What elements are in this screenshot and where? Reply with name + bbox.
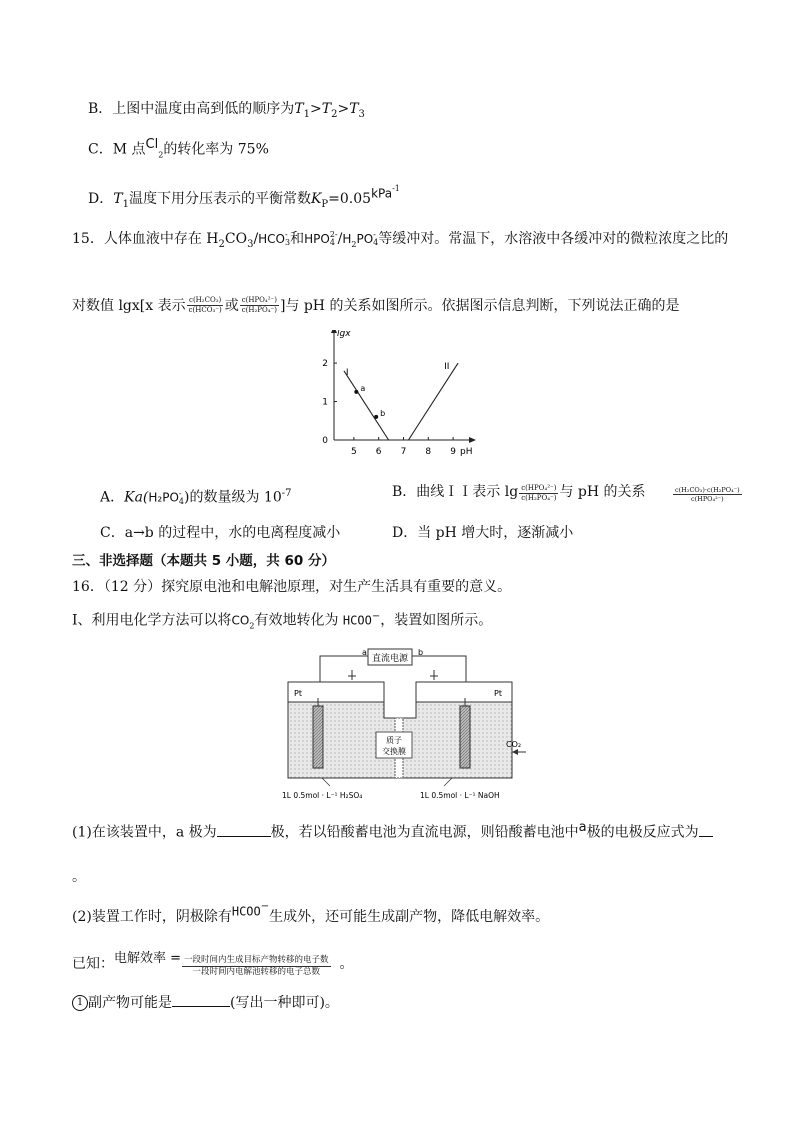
unit-sup: -1: [392, 184, 400, 193]
sub-text: (写出一种即可)。: [230, 995, 339, 1011]
slash: /: [337, 231, 343, 247]
lgx-ph-chart: [318, 330, 478, 460]
q16-q1: [72, 994, 339, 1012]
point-b: [374, 415, 378, 419]
option-label: D．: [392, 525, 418, 541]
point-a: [354, 390, 358, 394]
part-text: ，装置如图所示。: [380, 612, 493, 629]
option-text: )的数量级为 10: [184, 489, 282, 506]
sub: 2: [351, 239, 357, 249]
t-symbol: T: [113, 191, 123, 207]
y-tick-label: 2: [322, 359, 328, 370]
sub-text: 极，若以铅酸蓄电池为直流电源，则铅酸蓄电池中: [270, 824, 579, 841]
sup: -: [178, 488, 182, 498]
x-tick-label: 6: [375, 447, 382, 457]
sup: 2-: [329, 230, 338, 239]
fraction-num: c(H₂CO₃)·c(H₂PO₄⁻): [675, 486, 740, 494]
electrolysis-apparatus-diagram: [282, 648, 532, 803]
option-label: C．: [100, 525, 125, 541]
option-label: B．曲线ＩＩ表示 lg: [392, 484, 519, 500]
answer-blank-2[interactable]: [699, 824, 713, 837]
t2-symbol: T: [321, 101, 332, 117]
unit: kPa: [371, 186, 393, 201]
efficiency-fraction: [182, 955, 331, 978]
hcoo-formula: HCOO: [231, 904, 261, 919]
k-value: =0.05: [328, 191, 372, 207]
co2-formula: CO: [231, 613, 250, 628]
stem-text: ]与 pH 的关系如图所示。依据图示信息判断，下列说法正确的是: [279, 298, 680, 314]
option-text: 温度下用分压表示的平衡常数: [128, 191, 311, 207]
side-fraction: [673, 486, 742, 503]
answer-blank-1[interactable]: [217, 824, 271, 837]
cl-sub: 2: [158, 150, 164, 160]
y-tick-label: 0: [322, 436, 328, 446]
q16-part-i: [72, 608, 492, 635]
co2-inlet-label: CO₂: [506, 740, 522, 749]
part-text: I、利用电化学方法可以将: [72, 612, 232, 629]
q15-option-d: [392, 524, 573, 542]
k-symbol: K: [310, 191, 322, 207]
t2-sub: 2: [331, 108, 338, 120]
ion-text: H₂PO: [148, 490, 179, 505]
period: 。: [339, 956, 354, 972]
t3-symbol: T: [349, 101, 359, 117]
ratio-fraction-1: [187, 296, 224, 315]
option-text: 与 pH 的关系: [559, 484, 646, 500]
y-tick-label: 1: [322, 397, 328, 408]
option-text: M 点: [112, 141, 146, 158]
gt-sign: >: [337, 101, 350, 117]
membrane-label-line1: 质子: [386, 736, 402, 745]
stem-text: 或: [224, 298, 239, 314]
sub: 2: [218, 238, 225, 250]
ion-text: HPO: [304, 232, 330, 246]
q15-stem-line1: [72, 230, 728, 254]
terminal-b-label: b: [418, 648, 424, 657]
q15-stem-line2: [72, 294, 679, 318]
stem-text: 和: [290, 231, 305, 247]
q16-intro: 16．（12 分）探究原电池和电解池原理，对生产生活具有重要的意义。: [72, 579, 512, 595]
q15-side-fraction: [672, 486, 743, 503]
fraction-den: c(H₂PO₄⁻): [521, 494, 557, 502]
q16-sub1: [72, 819, 713, 842]
section-title: 三、非选择题（本题共 5 小题，共 60 分）: [72, 553, 335, 569]
fraction-num: 一段时间内生成目标产物转移的电子数: [184, 955, 329, 965]
ratio-fraction: [519, 484, 558, 503]
ratio-fraction-2: [240, 296, 279, 315]
option-text: 上图中温度由高到低的顺序为: [112, 101, 295, 117]
slash: /: [253, 231, 259, 247]
t1-sub: 1: [303, 108, 311, 120]
ion-text: PO: [356, 232, 374, 246]
option-text: 当 pH 增大时，逐渐减小: [417, 525, 574, 541]
circled-number: 1: [72, 995, 88, 1011]
t-sub: 1: [122, 198, 129, 210]
gt-sign: >: [310, 101, 322, 117]
sub-text: (1)在该装置中，a 极为: [72, 824, 217, 841]
efficiency-label: 电解效率 =: [114, 951, 182, 966]
pt-right-label: Pt: [494, 689, 502, 698]
series-line-I: [344, 371, 389, 440]
q16-period: 。: [72, 869, 86, 885]
a-symbol: a: [578, 820, 587, 835]
sub-text: 副产物可能是: [88, 995, 172, 1011]
x-tick-label: 7: [400, 447, 407, 457]
sup: −: [260, 901, 270, 912]
option-text: a→b 的过程中，水的电离程度减小: [124, 525, 341, 541]
answer-blank-3[interactable]: [172, 994, 230, 1007]
t3-sub: 3: [358, 108, 365, 120]
point-label-a: a: [360, 383, 366, 393]
right-solution-label: 1L 0.5mol · L⁻¹ NaOH: [420, 791, 500, 800]
option-label: D．: [88, 191, 114, 207]
option-text: 的转化率为 75%: [163, 141, 269, 158]
sub: 3: [285, 238, 291, 247]
part-text: 有效地转化为: [254, 612, 339, 629]
sup: −: [371, 611, 381, 622]
pt-electrode-left: [313, 706, 323, 768]
sup: -: [285, 230, 288, 239]
power-supply-label: 直流电源: [371, 654, 409, 664]
option-d-kp: [88, 180, 400, 214]
pt-left-label: Pt: [294, 689, 302, 698]
fraction-num: c(H₂CO₃): [189, 296, 222, 304]
membrane-label-line2: 交换膜: [382, 747, 406, 756]
option-label: C．: [88, 141, 113, 158]
t1-symbol: T: [294, 101, 304, 117]
option-b-temperature: [88, 100, 365, 124]
x-tick-label: 8: [425, 447, 432, 457]
left-solution-label: 1L 0.5mol · L⁻¹ H₂SO₄: [282, 791, 363, 800]
series-label-II: II: [444, 362, 450, 373]
cl-symbol: Cl: [145, 137, 159, 152]
fraction-num: c(HPO₄²⁻): [521, 484, 557, 492]
sup: -: [373, 230, 376, 239]
fraction-den: c(HPO₄²⁻): [690, 495, 724, 503]
fraction-den: 一段时间内电解池转移的电子总数: [192, 967, 321, 977]
y-axis-label: lgx: [337, 330, 351, 339]
ion-text: HCO: [258, 232, 286, 246]
fraction-den: c(H₂PO₄⁻): [241, 306, 277, 314]
ion-text: H: [342, 232, 352, 246]
hcoo-formula: HCOO: [342, 613, 372, 628]
q16-known-formula: [72, 944, 354, 979]
sub: 2: [249, 621, 255, 631]
sub-text: (2)装置工作时，阴极除有: [72, 909, 232, 925]
k-sub: P: [321, 198, 329, 210]
option-text: Ka(: [124, 489, 149, 506]
terminal-a-label: a: [362, 648, 367, 657]
pt-electrode-right: [460, 706, 470, 768]
sub-text: 极的电极反应式为: [586, 824, 699, 841]
x-axis-arrow: [469, 437, 476, 443]
stem-text: 15．人体血液中存在 H: [72, 231, 219, 247]
fraction-num: c(HPO₄²⁻): [241, 296, 277, 304]
series-label-I: I: [345, 367, 349, 378]
series-line-II: [408, 363, 458, 440]
sub: 3: [247, 238, 254, 250]
q15-option-b: [392, 480, 646, 504]
q15-option-c: [100, 524, 340, 542]
sub-text: 生成外，还可能生成副产物，降低电解效率。: [269, 909, 550, 925]
q16-sub2: [72, 898, 549, 926]
sub: 4: [178, 496, 185, 506]
option-label: B．: [88, 101, 113, 117]
exponent: -7: [281, 488, 292, 499]
q15-option-a: [100, 485, 292, 507]
stem-text: 等缓冲对。常温下，水溶液中各缓冲对的微粒浓度之比的: [378, 231, 729, 247]
fraction-den: c(HCO₃⁻): [188, 306, 222, 314]
sub: 4: [329, 238, 335, 247]
point-label-b: b: [380, 408, 386, 418]
option-label: A．: [100, 489, 125, 506]
option-c-conversion: [88, 136, 269, 164]
stem-text: CO: [224, 231, 248, 247]
x-axis-label: pH: [460, 447, 473, 457]
x-tick-label: 5: [350, 447, 357, 457]
stem-text: 对数值 lgx[x 表示: [72, 298, 186, 314]
sub: 4: [373, 238, 379, 247]
known-label: 已知：: [72, 956, 114, 972]
x-tick-label: 9: [450, 447, 456, 457]
